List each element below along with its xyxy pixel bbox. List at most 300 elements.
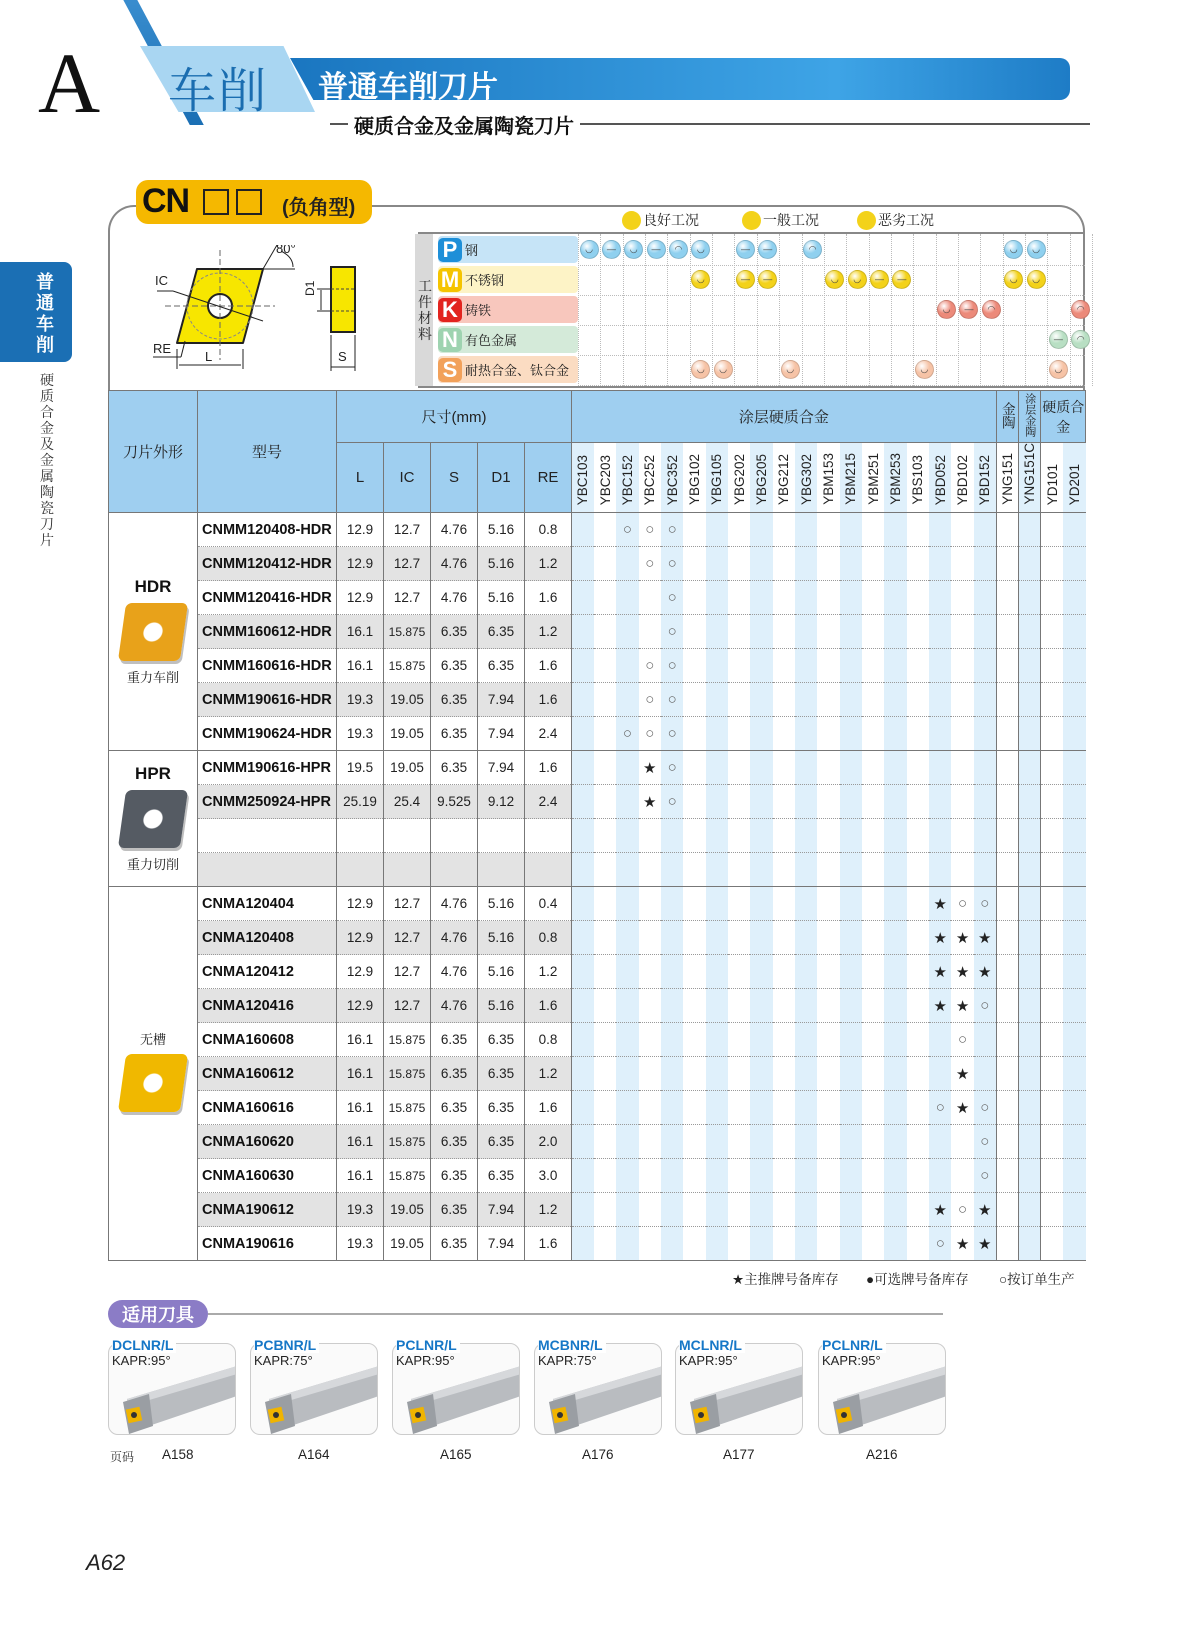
dim-re: 1.6 (525, 989, 572, 1023)
dim-l: 19.3 (337, 1193, 384, 1227)
grade-cell (817, 615, 839, 649)
grade-cell (929, 1057, 951, 1091)
grade-cell (572, 1193, 594, 1227)
insert-shape-cell (109, 887, 198, 1261)
grade-cell (862, 785, 884, 819)
grade-cell (951, 853, 973, 887)
dim-ic: 12.7 (384, 921, 431, 955)
grade-cell (907, 751, 929, 785)
grade-cell (1041, 1023, 1063, 1057)
grade-cell (594, 1125, 616, 1159)
grid-line (600, 234, 601, 386)
material-grid-top-rule (418, 232, 1085, 234)
grade-cell (840, 751, 862, 785)
grade-cell (817, 513, 839, 547)
grade-cell (996, 547, 1018, 581)
tool-name[interactable]: MCBNR/L (538, 1337, 606, 1353)
grade-cell (773, 1057, 795, 1091)
dim-s: 6.35 (431, 717, 478, 751)
dim-ic: 19.05 (384, 1227, 431, 1261)
made-to-order-circle-icon: ○ (639, 513, 661, 547)
grade-cell (728, 785, 750, 819)
grade-cell (572, 819, 594, 853)
grade-cell (750, 1193, 772, 1227)
model-code[interactable]: CNMM190616-HDR (198, 683, 337, 717)
tool-page-ref[interactable]: A216 (866, 1447, 898, 1462)
legend-made-to-order: ○按订单生产 (999, 1272, 1075, 1287)
grade-cell (773, 513, 795, 547)
dim-header-L: L (337, 443, 384, 513)
normal-face-icon: — (959, 300, 978, 319)
grade-cell (639, 1057, 661, 1091)
dim-header-RE: RE (525, 443, 572, 513)
grade-cell (974, 751, 997, 785)
model-code[interactable]: CNMA160620 (198, 1125, 337, 1159)
tool-kapr: KAPR:75° (538, 1353, 597, 1368)
grade-cell (1019, 751, 1041, 785)
grade-cell (728, 547, 750, 581)
grade-cell (884, 1159, 906, 1193)
grid-line (690, 234, 691, 386)
grade-cell (795, 581, 817, 615)
material-m-letter-icon: M (438, 268, 462, 292)
grade-cell (884, 1057, 906, 1091)
dim-l (337, 853, 384, 887)
material-name: 不锈钢 (465, 273, 505, 288)
grade-cell (572, 1227, 594, 1261)
grade-cell (1041, 1091, 1063, 1125)
grid-line (936, 234, 937, 386)
dim-d1: 7.94 (478, 1193, 525, 1227)
tool-name[interactable]: PCBNR/L (254, 1337, 319, 1353)
grade-cell (884, 819, 906, 853)
grade-cell (795, 989, 817, 1023)
tool-name[interactable]: MCLNR/L (679, 1337, 745, 1353)
model-code[interactable]: CNMM120416-HDR (198, 581, 337, 615)
grade-header-ybc203: YBC203 (594, 443, 616, 513)
grade-cell (639, 1227, 661, 1261)
grade-cell (594, 683, 616, 717)
dim-s: 6.35 (431, 1125, 478, 1159)
grade-cell (728, 1057, 750, 1091)
insert-photo-icon (118, 1054, 188, 1112)
grade-cell (840, 581, 862, 615)
dim-ic: 12.7 (384, 887, 431, 921)
grade-cell (773, 921, 795, 955)
good-face-icon: ◡ (691, 270, 710, 289)
model-code[interactable]: CNMM160612-HDR (198, 615, 337, 649)
grade-cell (750, 751, 772, 785)
grade-cell (996, 1227, 1018, 1261)
table-row (109, 989, 1086, 1023)
grade-cell (594, 1023, 616, 1057)
dim-header-D1: D1 (478, 443, 525, 513)
grid-line (1092, 234, 1093, 386)
grade-cell (683, 1023, 705, 1057)
made-to-order-circle-icon: ○ (661, 513, 683, 547)
grid-line (578, 234, 579, 386)
made-to-order-circle-icon: ○ (661, 717, 683, 751)
dim-re: 1.2 (525, 615, 572, 649)
grade-cell (1041, 683, 1063, 717)
made-to-order-circle-icon: ○ (661, 547, 683, 581)
grid-line (846, 234, 847, 386)
dim-re: 1.6 (525, 751, 572, 785)
grade-cell (884, 887, 906, 921)
grade-header-ybc152: YBC152 (616, 443, 638, 513)
good-face-icon: ◡ (1049, 360, 1068, 379)
grade-cell (616, 1125, 638, 1159)
grade-cell (661, 887, 683, 921)
material-name: 有色金属 (465, 333, 518, 348)
grade-cell (974, 615, 997, 649)
grade-cell (1063, 921, 1085, 955)
insert-spec-table (108, 390, 1085, 1261)
dim-ic: 12.7 (384, 513, 431, 547)
model-code[interactable]: CNMA160608 (198, 1023, 337, 1057)
grade-cell (683, 921, 705, 955)
grade-cell (572, 921, 594, 955)
svg-text:L: L (205, 349, 213, 364)
model-code[interactable]: CNMA190616 (198, 1227, 337, 1261)
model-code[interactable]: CNMA120408 (198, 921, 337, 955)
grade-cell (661, 853, 683, 887)
dim-re: 2.4 (525, 785, 572, 819)
grid-line (645, 234, 646, 386)
tool-page-ref[interactable]: A177 (723, 1447, 755, 1462)
grade-cell (929, 513, 951, 547)
table-row (109, 683, 1086, 717)
grade-cell (884, 615, 906, 649)
grade-cell (572, 547, 594, 581)
grade-cell (795, 751, 817, 785)
model-code[interactable]: CNMA160616 (198, 1091, 337, 1125)
dim-l: 25.19 (337, 785, 384, 819)
dim-d1: 6.35 (478, 649, 525, 683)
dim-l: 19.3 (337, 717, 384, 751)
dim-re: 1.6 (525, 1091, 572, 1125)
grade-cell (884, 683, 906, 717)
grade-cell (840, 1159, 862, 1193)
tool-kapr: KAPR:75° (254, 1353, 313, 1368)
dim-l: 16.1 (337, 1057, 384, 1091)
table-row (109, 717, 1086, 751)
grade-cell (1063, 1193, 1085, 1227)
dim-l: 16.1 (337, 649, 384, 683)
grade-cell (795, 1125, 817, 1159)
grade-cell (907, 989, 929, 1023)
header-coated-carbide: 涂层硬质合金 (572, 391, 997, 443)
svg-text:IC: IC (155, 273, 168, 288)
svg-text:RE: RE (153, 341, 172, 356)
grade-cell (817, 581, 839, 615)
side-tab-label: 普通车削 (36, 272, 54, 355)
chipbreaker-desc: 无槽 (139, 1032, 166, 1047)
grade-cell (594, 513, 616, 547)
material-row-s (438, 356, 578, 383)
grade-cell (1063, 785, 1085, 819)
model-code[interactable]: CNMA160612 (198, 1057, 337, 1091)
dim-s: 6.35 (431, 1159, 478, 1193)
grade-cell (773, 1193, 795, 1227)
tools-rule (208, 1313, 943, 1315)
material-row-divider (578, 265, 1085, 266)
legend-optional-stock: ●可选牌号备库存 (866, 1272, 969, 1287)
dim-l (337, 819, 384, 853)
insert-code: CN (142, 182, 190, 220)
insert-shape-cell (109, 751, 198, 887)
grid-line (757, 234, 758, 386)
grade-cell (616, 853, 638, 887)
tool-name[interactable]: DCLNR/L (112, 1337, 176, 1353)
grade-cell (840, 683, 862, 717)
grade-cell (817, 751, 839, 785)
grade-cell (594, 887, 616, 921)
insert-type-label: (负角型) (282, 197, 356, 219)
grade-cell (817, 819, 839, 853)
grade-cell (884, 1125, 906, 1159)
grade-cell (840, 1057, 862, 1091)
grade-cell (683, 1227, 705, 1261)
model-code[interactable]: CNMM120408-HDR (198, 513, 337, 547)
grade-cell (572, 989, 594, 1023)
grade-cell (661, 1023, 683, 1057)
grade-cell (884, 581, 906, 615)
grade-cell (683, 513, 705, 547)
model-code[interactable]: CNMM190624-HDR (198, 717, 337, 751)
dim-d1: 7.94 (478, 717, 525, 751)
grade-cell (929, 1125, 951, 1159)
grade-cell (907, 1091, 929, 1125)
grade-cell (996, 1023, 1018, 1057)
grade-cell (706, 547, 728, 581)
grade-cell (996, 751, 1018, 785)
grade-cell (951, 513, 973, 547)
model-code[interactable]: CNMA120416 (198, 989, 337, 1023)
grade-cell (884, 649, 906, 683)
grade-cell (616, 785, 638, 819)
grade-cell (661, 1091, 683, 1125)
placeholder-box-icon (203, 189, 229, 215)
grade-cell (795, 717, 817, 751)
grade-cell (706, 1091, 728, 1125)
grade-cell (884, 717, 906, 751)
grade-cell (683, 887, 705, 921)
model-code[interactable]: CNMA190612 (198, 1193, 337, 1227)
grade-cell (795, 1091, 817, 1125)
grade-cell (750, 853, 772, 887)
normal-face-icon: — (602, 240, 621, 259)
recommended-star-icon: ★ (929, 1193, 951, 1227)
dim-s (431, 853, 478, 887)
grade-cell (750, 1023, 772, 1057)
grid-line (712, 234, 713, 386)
dim-s: 6.35 (431, 683, 478, 717)
grade-cell (616, 1193, 638, 1227)
grade-cell (773, 1227, 795, 1261)
good-face-icon: ◡ (624, 240, 643, 259)
grade-cell (683, 989, 705, 1023)
good-face-icon: ◡ (915, 360, 934, 379)
dim-re: 2.4 (525, 717, 572, 751)
grade-cell (1019, 989, 1041, 1023)
grade-cell (728, 717, 750, 751)
model-code[interactable]: CNMA120404 (198, 887, 337, 921)
grade-cell (1041, 615, 1063, 649)
made-to-order-circle-icon: ○ (616, 513, 638, 547)
grade-cell (750, 581, 772, 615)
grade-cell (750, 955, 772, 989)
grade-cell (572, 887, 594, 921)
grade-cell (1041, 989, 1063, 1023)
grade-cell (1063, 1091, 1085, 1125)
model-code[interactable]: CNMA160630 (198, 1159, 337, 1193)
grade-cell (996, 1057, 1018, 1091)
grade-cell (594, 615, 616, 649)
grade-cell (907, 819, 929, 853)
grade-cell (840, 513, 862, 547)
grade-cell (996, 955, 1018, 989)
grade-cell (929, 581, 951, 615)
grade-cell (706, 717, 728, 751)
model-code[interactable]: CNMM250924-HPR (198, 785, 337, 819)
made-to-order-circle-icon: ○ (974, 887, 997, 921)
grade-cell (862, 547, 884, 581)
header-coated-cermet: 涂层金陶 (1019, 391, 1041, 443)
header-shape: 刀片外形 (109, 391, 198, 513)
page-subtitle: 硬质合金及金属陶瓷刀片 (348, 110, 580, 139)
grade-cell (572, 581, 594, 615)
normal-face-icon: — (736, 240, 755, 259)
dim-re: 1.2 (525, 955, 572, 989)
grade-cell (1019, 1091, 1041, 1125)
dim-re: 0.8 (525, 1023, 572, 1057)
grade-cell (683, 785, 705, 819)
grade-cell (639, 955, 661, 989)
grade-cell (616, 887, 638, 921)
dim-re: 1.6 (525, 1227, 572, 1261)
dim-s: 6.35 (431, 751, 478, 785)
grid-line (623, 234, 624, 386)
page-title: 普通车削刀片 (318, 71, 498, 104)
grade-cell (773, 955, 795, 989)
dim-ic: 19.05 (384, 1193, 431, 1227)
dim-s: 6.35 (431, 649, 478, 683)
grade-cell (996, 1193, 1018, 1227)
grade-cell (706, 887, 728, 921)
grade-cell (817, 1227, 839, 1261)
grade-cell (728, 751, 750, 785)
grade-header-ybc352: YBC352 (661, 443, 683, 513)
grade-cell (639, 1159, 661, 1193)
grade-cell (661, 955, 683, 989)
grade-cell (661, 1125, 683, 1159)
grade-cell (728, 1023, 750, 1057)
grid-line (802, 234, 803, 386)
grade-header-ybg205: YBG205 (750, 443, 772, 513)
tool-page-ref[interactable]: A176 (582, 1447, 614, 1462)
grid-line (1003, 234, 1004, 386)
tool-page-ref[interactable]: A164 (298, 1447, 330, 1462)
model-code[interactable]: CNMM190616-HPR (198, 751, 337, 785)
grade-cell (795, 513, 817, 547)
material-n-letter-icon: N (438, 328, 462, 352)
grade-cell (951, 751, 973, 785)
grade-cell (594, 819, 616, 853)
grade-cell (817, 785, 839, 819)
good-face-icon: ◡ (714, 360, 733, 379)
tool-page-ref[interactable]: A158 (162, 1447, 194, 1462)
model-code[interactable]: CNMA120412 (198, 955, 337, 989)
grade-cell (750, 1125, 772, 1159)
grade-cell (616, 819, 638, 853)
grade-cell (1041, 785, 1063, 819)
grade-cell (840, 615, 862, 649)
dim-header-IC: IC (384, 443, 431, 513)
grade-cell (840, 955, 862, 989)
grade-cell (1019, 819, 1041, 853)
grade-cell (1041, 1193, 1063, 1227)
model-code[interactable]: CNMM160616-HDR (198, 649, 337, 683)
grade-header-ybc103: YBC103 (572, 443, 594, 513)
tool-kapr: KAPR:95° (112, 1353, 171, 1368)
grade-cell (951, 615, 973, 649)
grade-cell (840, 853, 862, 887)
good-face-icon: ◡ (1004, 270, 1023, 289)
normal-face-icon: — (758, 240, 777, 259)
grade-cell (996, 989, 1018, 1023)
dim-s: 4.76 (431, 513, 478, 547)
grade-cell (683, 547, 705, 581)
grid-line (869, 234, 870, 386)
grade-cell (817, 1125, 839, 1159)
grade-cell (996, 1125, 1018, 1159)
tool-page-ref[interactable]: A165 (440, 1447, 472, 1462)
grade-cell (616, 1057, 638, 1091)
model-code[interactable]: CNMM120412-HDR (198, 547, 337, 581)
grade-cell (862, 581, 884, 615)
grade-cell (616, 955, 638, 989)
good-face-icon: ◡ (937, 300, 956, 319)
grade-cell (907, 1023, 929, 1057)
grade-cell (750, 1227, 772, 1261)
dim-l: 16.1 (337, 1091, 384, 1125)
grade-cell (840, 921, 862, 955)
recommended-star-icon: ★ (951, 921, 973, 955)
made-to-order-circle-icon: ○ (929, 1091, 951, 1125)
grade-cell (683, 819, 705, 853)
dim-s: 6.35 (431, 1227, 478, 1261)
material-grid-bottom-rule (418, 386, 1085, 388)
grade-cell (661, 819, 683, 853)
grade-cell (616, 1023, 638, 1057)
recommended-star-icon: ★ (929, 955, 951, 989)
grade-cell (594, 989, 616, 1023)
header-dimensions: 尺寸(mm) (337, 391, 572, 443)
grade-cell (862, 1091, 884, 1125)
tool-name[interactable]: PCLNR/L (396, 1337, 460, 1353)
svg-text:D1: D1 (303, 280, 317, 296)
grade-cell (951, 1159, 973, 1193)
table-row (109, 513, 1086, 547)
grade-cell (639, 921, 661, 955)
recommended-star-icon: ★ (974, 921, 997, 955)
grade-cell (750, 649, 772, 683)
dim-ic: 15.875 (384, 1125, 431, 1159)
grid-line (779, 234, 780, 386)
grade-cell (683, 717, 705, 751)
tool-name[interactable]: PCLNR/L (822, 1337, 886, 1353)
